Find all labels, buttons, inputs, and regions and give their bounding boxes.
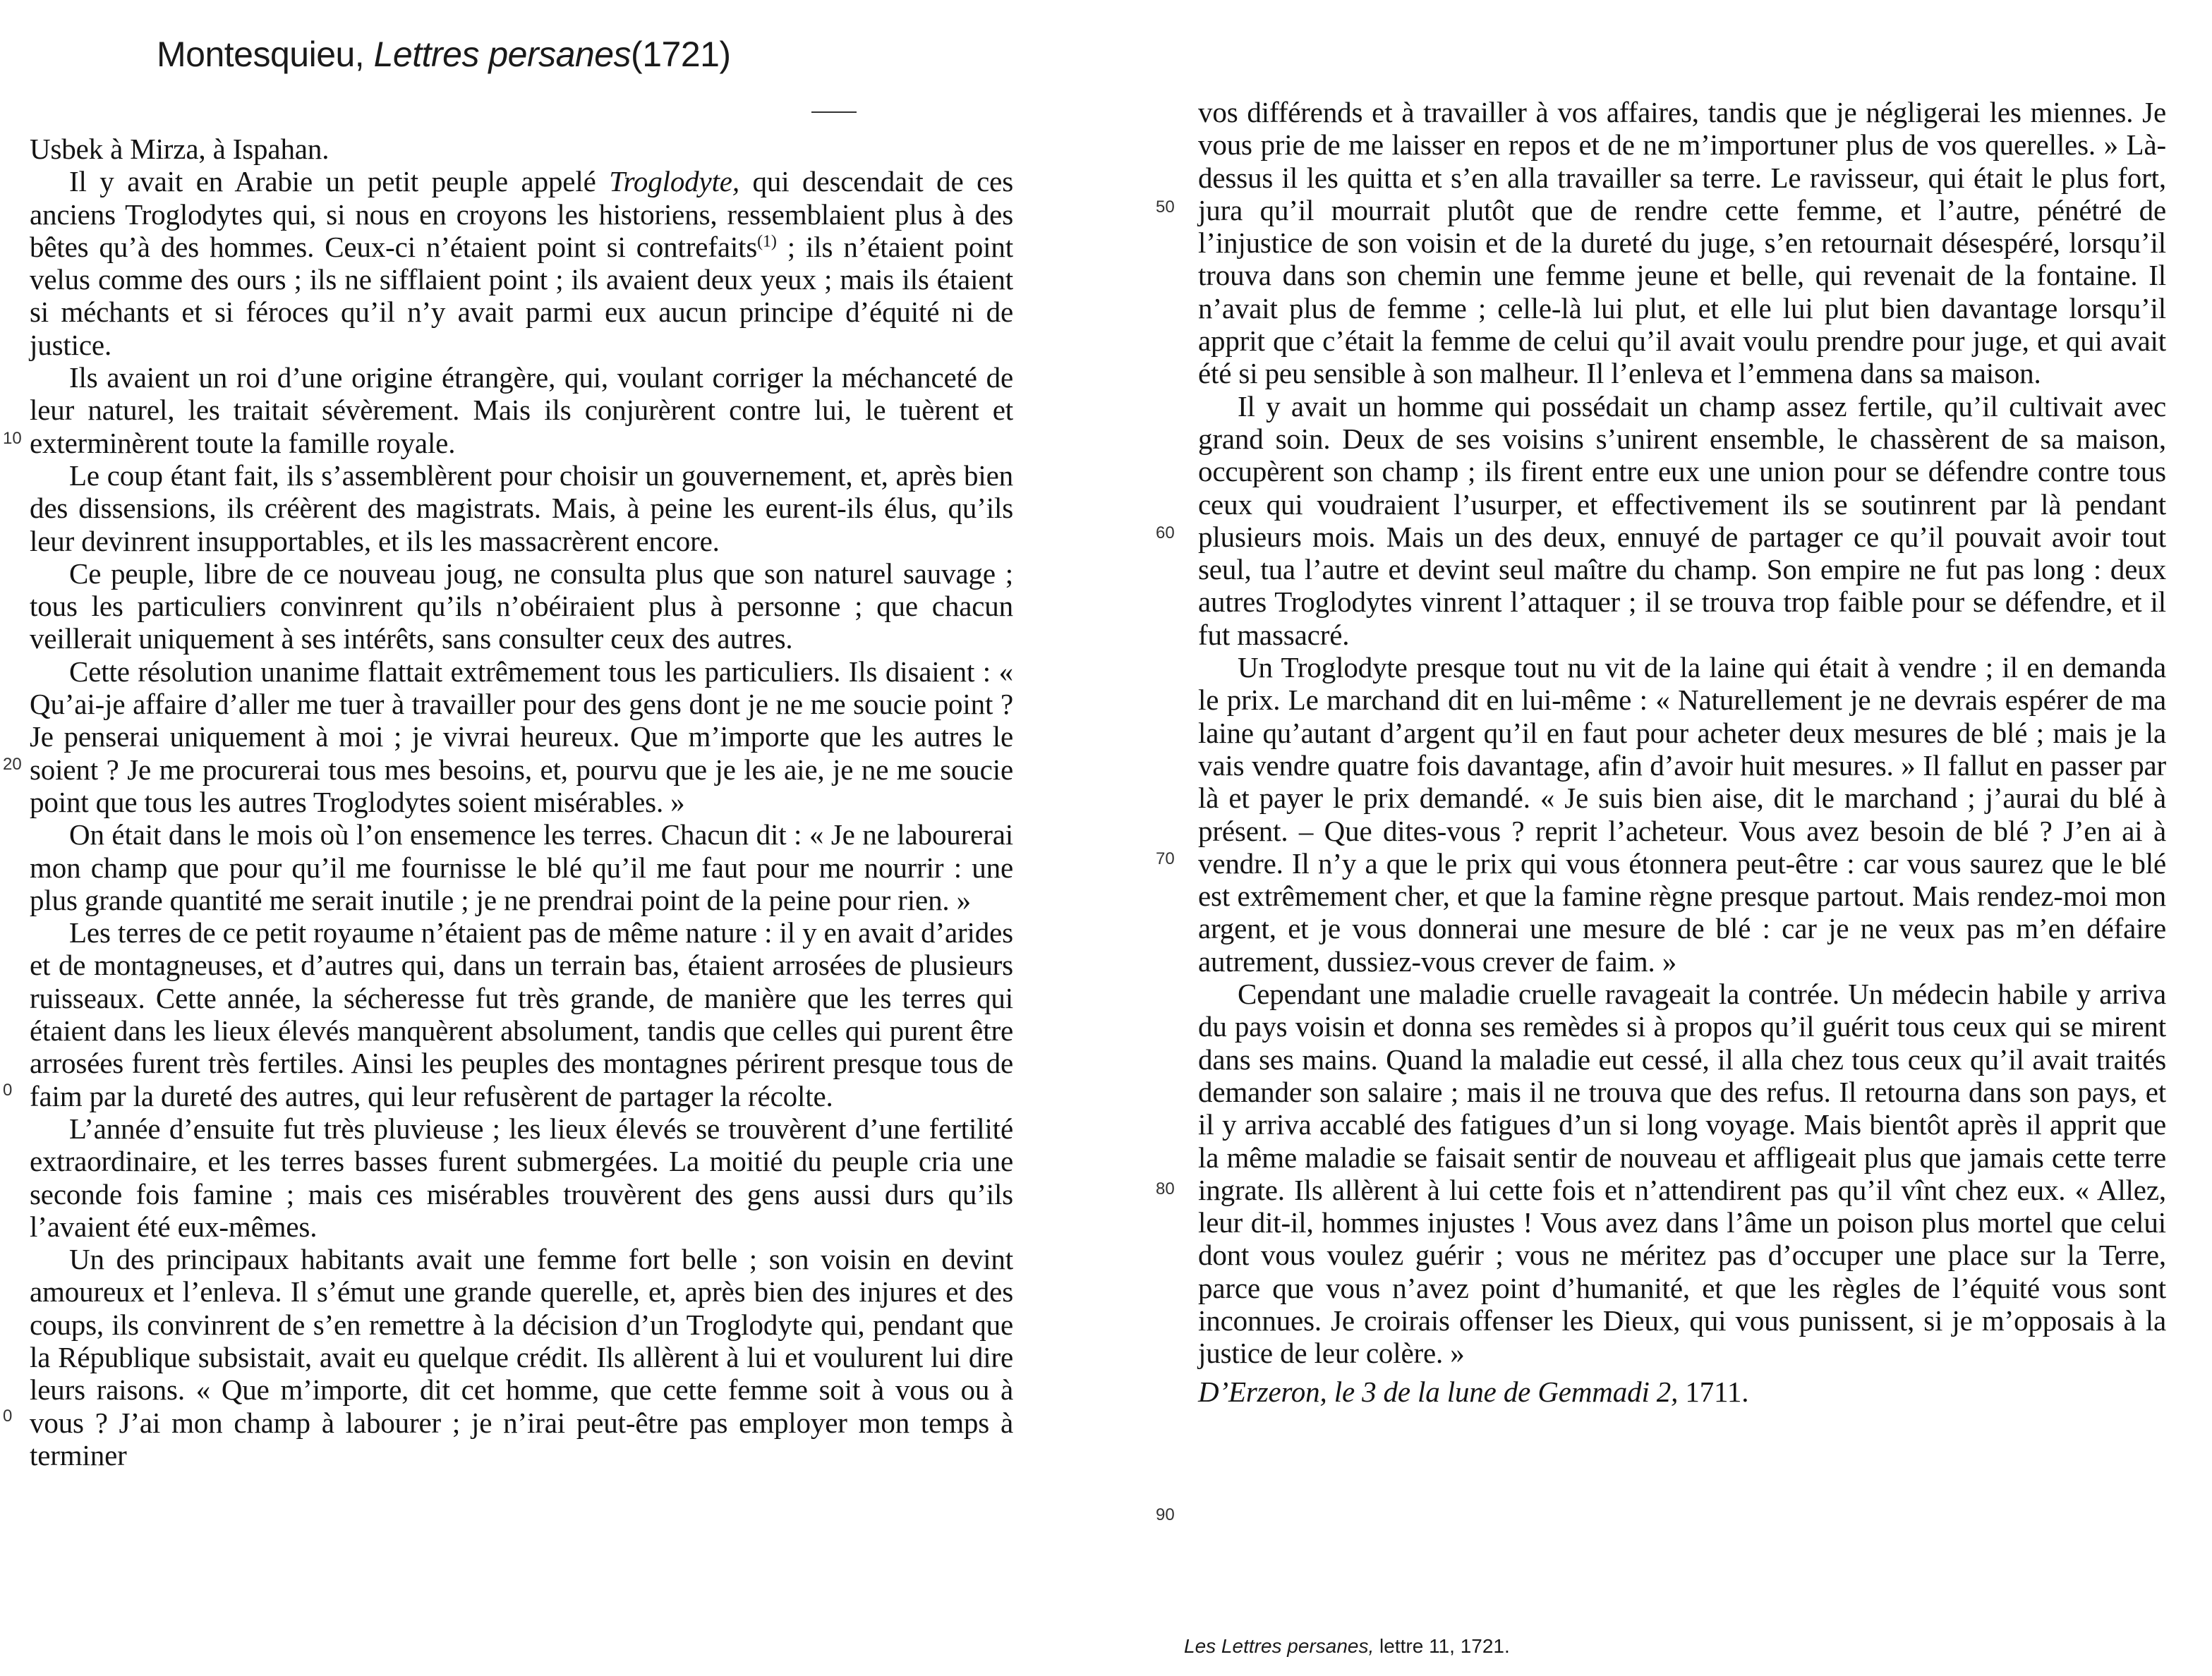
signoff-year: 1711.: [1685, 1375, 1749, 1408]
page-header: [157, 34, 731, 75]
paragraph-continuation: vos différends et à travailler à vos affaires, tandis que je négligerai les miennes. Je vous prie de me laisser en repos et de ne m’importuner plus de vos querelles. » Là-dessus il les quitta et s’en alla travailler sa terre. Le ravisseur, qui était le plus fort, jura qu’il mourrait plutôt que de rendre cette femme, et l’autre, pénétré de l’injustice de son voisin et de la dureté du juge, s’en retournait désespéré, lorsqu’il trouva dans son chemin une femme jeune et belle, qui revenait de la fontaine. Il n’avait plus de femme ; celle-là lui plut, et elle lui plut bien davantage lorsqu’il apprit que c’était la femme de celui qu’il avait voulu prendre pour juge, et qui avait été si peu sensible à son malheur. Il l’enleva et l’emmena dans sa maison.: [1198, 96, 2166, 390]
header-title: Lettres persanes: [373, 35, 631, 74]
address-rule: [811, 111, 857, 113]
paragraph: Il y avait un homme qui possédait un champ assez fertile, qu’il cultivait avec grand soin. Deux de ses voisins s’unirent ensemble, le chassèrent de sa maison, occupèrent son champ ; ils firent entre eux une union pour se défendre contre tous ceux qui voudraient l’usurper, et effectivement ils se soutinrent par là pendant plusieurs mois. Mais un des deux, ennuyé de partager ce qu’il pouvait avoir tout seul, tua l’autre et devint seul maître du champ. Son empire ne fut pas long : deux autres Troglodytes vinrent l’attaquer ; il se trouva trop faible pour se défendre, et il fut massacré.: [1198, 389, 2166, 651]
header-author: Montesquieu,: [157, 35, 365, 74]
letter-address: Usbek à Mirza, à Ispahan.: [30, 133, 330, 165]
line-number: 10: [3, 429, 22, 448]
source-caption: [1184, 1635, 1510, 1658]
paragraph: L’année d’ensuite fut très pluvieuse ; les lieux élevés se trouvèrent d’une fertilité extraordinaire, et les terres basses furent submergées. La moitié du peuple cria une seconde fois famine ; mais ces misérables trouvèrent des gens aussi durs qu’ils l’avaient été eux-mêmes.: [30, 1112, 1013, 1243]
paragraph: Les terres de ce petit royaume n’étaient pas de même nature : il y en avait d’arides et de montagneuses, et d’autres qui, dans un terrain bas, étaient arrosées de plusieurs ruisseaux. Cette année, la sécheresse fut très grande, de manière que les terres qui étaient dans les lieux élevés manquèrent absolument, tandis que celles qui purent être arrosées furent très fertiles. Ainsi les peuples des montagnes périrent presque tous de faim par la dureté des autres, qui leur refusèrent de partager la récolte.: [30, 916, 1013, 1112]
paragraph: Il y avait en Arabie un petit peuple appelé Troglodyte, qui descendait de ces anciens Troglodytes qui, si nous en croyons les historiens, ressemblaient plus à des bêtes qu’à des hommes. Ceux-ci n’étaient point si contrefaits$^{(1)}$ ; ils n’étaient point velus comme des ours ; ils ne sifflaient point ; ils avaient deux yeux ; mais ils étaient si méchants et si féroces qu’il n’y avait parmi eux aucun principe d’équité ni de justice.: [30, 165, 1014, 361]
paragraph: Un Troglodyte presque tout nu vit de la laine qui était à vendre ; il en demanda le prix. Le marchand dit en lui-même : « Naturellement je ne devrais espérer de ma laine qu’autant d’argent qu’il en faut pour acheter deux mesures de blé ; mais je la vais vendre quatre fois davantage, afin d’avoir huit mesures. » Il fallut en passer par là et payer le prix demandé. « Je suis bien aise, dit le marchand ; j’aurai du blé à présent. – Que dites-vous ? reprit l’acheteur. Vous avez besoin de blé ? J’en ai à vendre. Il n’y a que le prix qui vous étonnera peut-être : car vous saurez que le blé est extrêmement cher, et que la famine règne presque partout. Mais rendez-moi mon argent, et je vous donnerai une mesure de blé : car je ne veux pas m’en défaire autrement, dussiez-vous crever de faim. »: [1198, 651, 2166, 978]
signoff-place: D’Erzeron, le 3 de la lune de Gemmadi 2,: [1198, 1375, 1679, 1408]
line-number: 50: [1156, 198, 1175, 217]
line-number: 0: [3, 1407, 13, 1426]
line-number: 20: [3, 755, 22, 774]
line-number: 70: [1156, 849, 1175, 868]
right-page: [1106, 0, 2212, 1676]
caption-rest: lettre 11, 1721.: [1374, 1635, 1510, 1657]
caption-title: Les Lettres persanes,: [1184, 1635, 1374, 1657]
paragraph: Cependant une maladie cruelle ravageait la contrée. Un médecin habile y arriva du pays voisin et donna ses remèdes si à propos qu’il guérit tous ceux qui se mirent dans ses mains. Quand la maladie eut cessé, il alla chez tous ceux qu’il avait traités demander son salaire ; mais il ne trouva que des refus. Il retourna dans son pays, et il y arriva accablé des fatigues d’un si long voyage. Mais bientôt après il apprit que la même maladie se faisait sentir de nouveau et affligeait plus que jamais cette terre ingrate. Ils allèrent à lui cette fois et n’attendirent pas qu’il vînt chez eux. « Allez, leur dit-il, hommes injustes ! Vous avez dans l’âme un poison plus mortel que celui dont vous voulez guérir ; vous ne méritez pas d’occuper une place sur la Terre, parce que vous n’avez point d’humanité, et que les règles de l’équité vous sont inconnues. Je croirais offenser les Dieux, qui vous punissent, si je m’opposais à la justice de leur colère. »: [1198, 978, 2166, 1370]
paragraph: Un des principaux habitants avait une femme fort belle ; son voisin en devint amoureux et l’enleva. Il s’émut une grande querelle, et, après bien des injures et des coups, ils convinrent de s’en remettre à la décision d’un Troglodyte qui, pendant que la République subsistait, avait eu quelque crédit. Ils allèrent à lui et voulurent lui dire leurs raisons. « Que m’importe, dit cet homme, que cette femme soit à vous ou à vous ? J’ai mon champ à labourer ; je n’irai peut-être pas employer mon temps à terminer: [30, 1243, 1013, 1471]
header-year: (1721): [631, 35, 731, 74]
letter-signoff: [1198, 1376, 2166, 1408]
right-text-column: [1198, 96, 2166, 1408]
paragraph: Cette résolution unanime flattait extrêmement tous les particuliers. Ils disaient : « Qu’ai-je affaire d’aller me tuer à travailler pour des gens dont je ne me soucie point ? Je penserai uniquement à moi ; je vivrai heureux. Que m’importe que les autres le soient ? Je me procurerai tous mes besoins, et, pourvu que je les aie, je ne me soucie point que tous les autres Troglodytes soient misérables. »: [30, 655, 1013, 818]
footnote-ref: (1): [757, 232, 777, 251]
paragraph: Ils avaient un roi d’une origine étrangère, qui, voulant corriger la méchanceté de leur naturel, les traitait sévèrement. Mais ils conjurèrent contre lui, le tuèrent et exterminèrent toute la famille royale.: [30, 361, 1013, 459]
paragraph: On était dans le mois où l’on ensemence les terres. Chacun dit : « Je ne labourerai mon champ que pour qu’il me fournisse le blé qu’il me faut pour me nourrir : une plus grande quantité me serait inutile ; je ne prendrai point de la peine pour rien. »: [30, 818, 1013, 916]
line-number: 90: [1156, 1505, 1175, 1524]
line-number: 60: [1156, 523, 1175, 542]
line-number: 0: [3, 1081, 13, 1100]
paragraph: Ce peuple, libre de ce nouveau joug, ne consulta plus que son naturel sauvage ; tous les particuliers convinrent qu’ils n’obéiraient plus à personne ; que chacun veillerait uniquement à ses intérêts, sans consulter ceux des autres.: [30, 557, 1013, 655]
line-number: 80: [1156, 1179, 1175, 1198]
left-text-column: [30, 133, 1013, 1471]
paragraph: Le coup étant fait, ils s’assemblèrent pour choisir un gouvernement, et, après bien des dissensions, ils créèrent des magistrats. Mais, à peine les eurent-ils élus, qu’ils leur devinrent insupportables, et ils les massacrèrent encore.: [30, 459, 1013, 557]
